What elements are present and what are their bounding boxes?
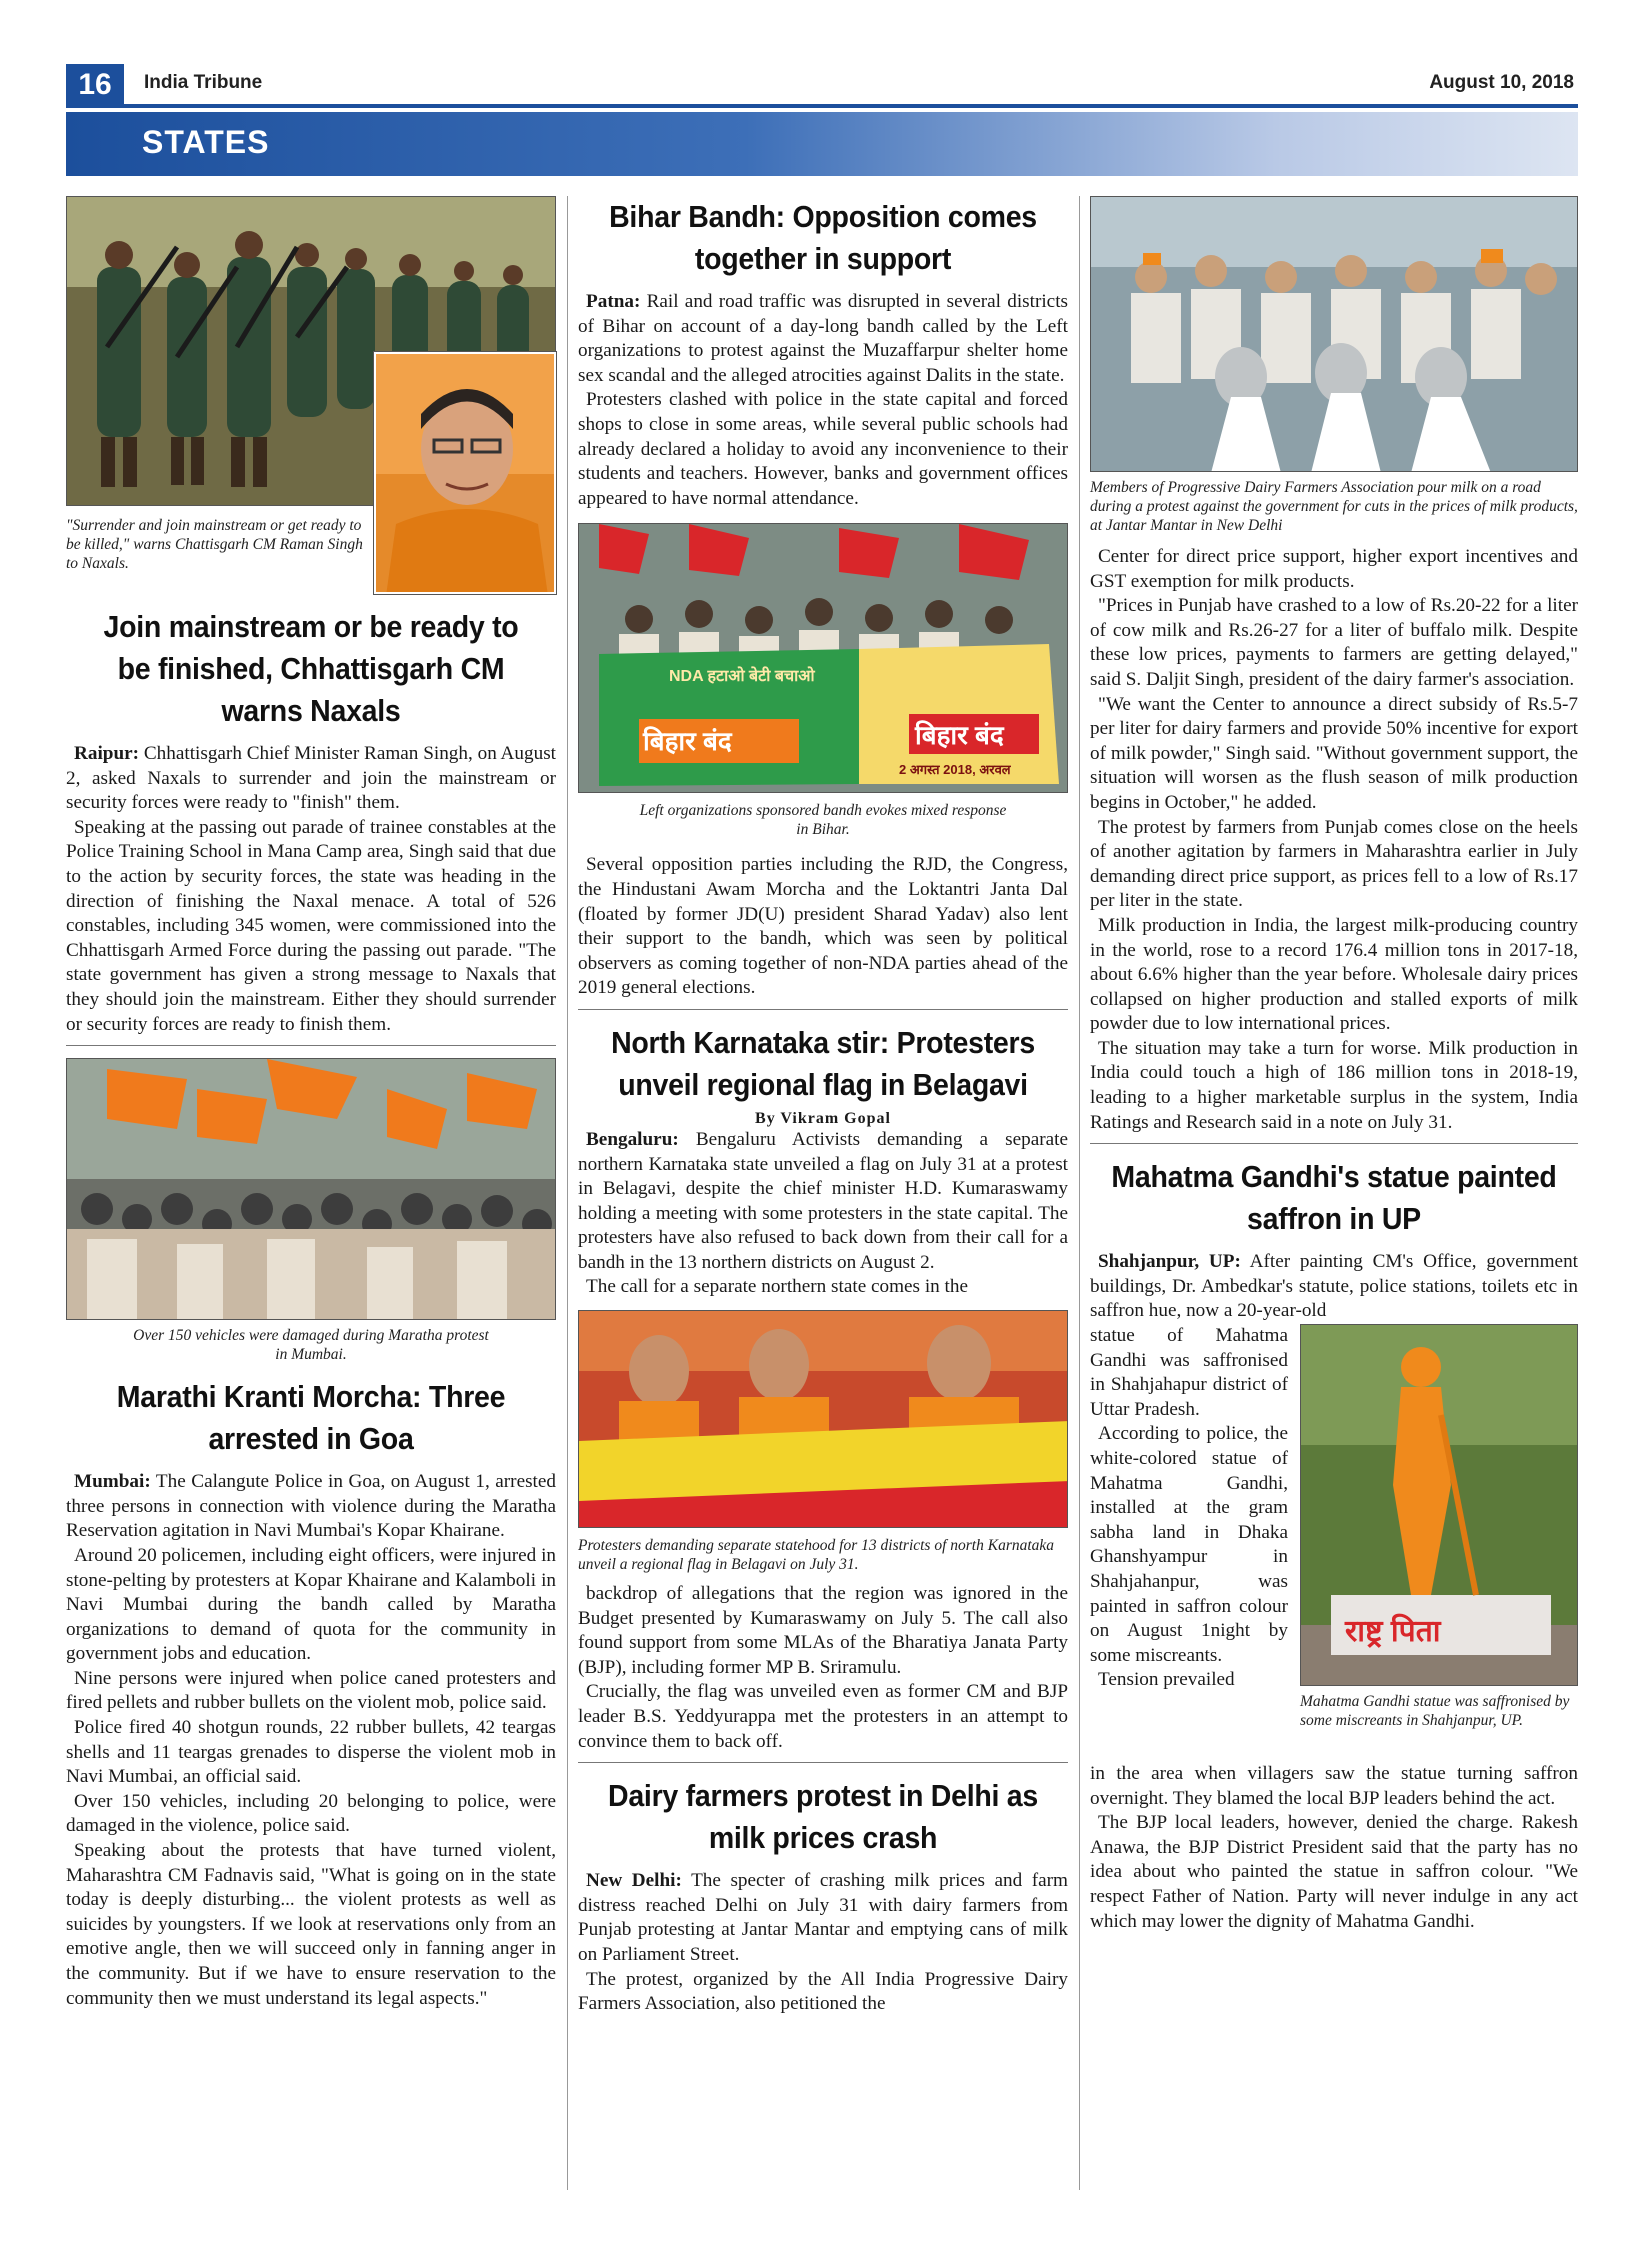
maratha-paragraph <box>66 1470 556 1544</box>
plinth-inscription: राष्ट्र पिता <box>1345 1615 1441 1649</box>
naxal-photo-block <box>66 196 556 594</box>
maratha-paragraph: Speaking about the protests that have turned violent, Maharashtra CM Fadnavis said, "What is going on in the state today is deeply disturbing... the violent protests as well as suicides by youngsters. If we look at reservations only from an emotive angle, then we will succeed only in fanning anger in the community. But if we have to ensure reservation to the community then we must understand its legal aspects." <box>66 1840 556 2009</box>
bihar-paragraph: Protesters clashed with police in the state capital and forced shops to close in some areas, while several public schools had already declared a holiday to avoid any inconvenience to their students and teachers. However, banks and government offices appeared to have normal attendance. <box>578 389 1068 509</box>
raman-singh-portrait <box>374 352 556 594</box>
story-separator <box>1090 1143 1578 1144</box>
dairy-paragraph: The protest, organized by the All India Progressive Dairy Farmers Association, also petitioned the <box>578 1968 1068 2015</box>
gandhi-photo-caption: Mahatma Gandhi statue was saffronised by some miscreants in Shahjanpur, UP. <box>1300 1693 1570 1730</box>
naxal-paragraph: Speaking at the passing out parade of trainee constables at the Police Training School in Mana Camp area, Singh said that due to the action by security forces, the state was heading in the direction of finishing the Naxal menace. A total of 526 constables, including 345 women, were commissioned into the Chhattisgarh Armed Force during the passing out parade. "The state government has given a strong message to Naxals that they should join the mainstream. Either they should surrender or security forces are ready to finish them. <box>66 816 556 1035</box>
gandhi-paragraph-text: After painting CM's Office, government buildings, Dr. Ambedkar's statute, police stations, toilets etc in saffron hue, now a 20-year-old <box>1090 1251 1579 1322</box>
page-number: 16 <box>66 64 124 106</box>
karnataka-paragraph-text: Bengaluru Activists demanding a separate northern Karnataka state unveiled a flag on July 31 at a protest in Belagavi, despite the chief minister H.D. Kumaraswamy holding a meeting with some protesters in the state capital. The protesters have also refused to back down from their call for a bandh in the 13 northern districts on August 2. <box>578 1128 1068 1273</box>
gandhi-paragraph: The BJP local leaders, however, denied the charge. Rakesh Anawa, the BJP District President said that the party has no idea about who painted the statue in saffron colour. "We respect Father of Nation. Party will never indulge in any act which may lower the dignity of Mahatma Gandhi. <box>1090 1812 1578 1932</box>
gandhi-paragraph: statue of Mahatma Gandhi was saffronised in Shahjahapur district of Uttar Pradesh. <box>1090 1325 1288 1420</box>
dairy-protest-photo <box>1090 196 1578 472</box>
karnataka-paragraph: backdrop of allegations that the region was ignored in the Budget presented by Kumaraswamy on July 5. The call also found support from some MLAs of the Bharatiya Janata Party (BJP), including former MP B. Sriramulu. <box>578 1583 1068 1678</box>
naxal-dateline: Raipur: <box>74 743 140 764</box>
cm-portrait-illustration <box>376 354 556 594</box>
maratha-paragraph: Over 150 vehicles, including 20 belonging to police, were damaged in the violence, police said. <box>66 1790 556 1837</box>
dairy-headline: Dairy farmers protest in Delhi as milk prices crash <box>608 1778 1038 1856</box>
karnataka-flag-photo <box>578 1310 1068 1528</box>
gandhi-wrapped-text <box>1090 1324 1288 1693</box>
column-left <box>66 196 556 2011</box>
banner-slogan: NDA हटाओ बेटी बचाओ <box>669 668 815 686</box>
banner-text-left: बिहार बंद <box>643 726 732 757</box>
header-rule <box>66 104 1578 108</box>
naxal-photo-caption: "Surrender and join mainstream or get ready to be killed," warns Chattisgarh CM Raman Singh to Naxals. <box>66 517 363 572</box>
dairy-paragraph: Center for direct price support, higher export incentives and GST exemption for milk products. <box>1090 546 1578 592</box>
gandhi-paragraph <box>1090 1250 1578 1324</box>
dairy-paragraph <box>578 1869 1068 1967</box>
dairy-dateline: New Delhi: <box>586 1870 682 1892</box>
maratha-dateline: Mumbai: <box>74 1471 151 1493</box>
column-divider <box>1079 196 1080 2190</box>
gandhi-headline: Mahatma Gandhi's statue painted saffron in UP <box>1111 1159 1557 1237</box>
gandhi-paragraph: Tension prevailed <box>1098 1669 1235 1691</box>
maratha-paragraph: Nine persons were injured when police caned protesters and fired pellets and rubber bullets on the violent mob, police said. <box>66 1667 556 1714</box>
karnataka-paragraph: The call for a separate northern state comes in the <box>586 1276 968 1298</box>
bihar-dateline: Patna: <box>586 291 641 312</box>
gandhi-statue-photo <box>1300 1324 1578 1686</box>
regional-flag-illustration <box>579 1311 1068 1528</box>
dairy-paragraph: Milk production in India, the largest milk-producing country in the world, rose to a record 176.4 million tons in 2017-18, about 6.6% higher than the year before. Wholesale dairy prices collapsed on higher production and stalled exports of milk powder due to low international prices. <box>1090 914 1578 1035</box>
column-divider <box>567 196 568 2190</box>
section-banner <box>66 112 1578 176</box>
dairy-paragraph: The situation may take a turn for worse. Milk production in India could touch a high of 186 million tons in 2018-19, leading to a higher marketable surplus in the system, India Ratings and Research said in a note on July 31. <box>1090 1037 1578 1133</box>
bihar-paragraph: Several opposition parties including the RJD, the Congress, the Hindustani Awam Morcha and the Loktantri Janta Dal (floated by former JD(U) president Sharad Yadav) also lent their support to the bandh, which was seen by political observers as coming together of non-NDA parties ahead of the 2019 general elections. <box>578 854 1068 999</box>
section-title: STATES <box>142 124 270 160</box>
dairy-paragraph: "We want the Center to announce a direct subsidy of Rs.5-7 per liter for dairy farmers and provide 50% incentive for export of milk powder," Singh said. "Without government support, the situation will worsen as the flush season of milk production begins in October," he added. <box>1090 693 1578 813</box>
bihar-headline: Bihar Bandh: Opposition comes together in support <box>609 199 1037 276</box>
karnataka-headline: North Karnataka stir: Protesters unveil regional flag in Belagavi <box>611 1024 1035 1102</box>
banner-date: 2 अगस्त 2018, अरवल <box>899 762 1011 778</box>
naxal-paragraph <box>66 742 556 816</box>
bihar-photo-caption: Left organizations sponsored bandh evokes mixed response in Bihar. <box>639 802 1007 839</box>
column-middle <box>578 196 1068 2017</box>
bihar-paragraph-text: Rail and road traffic was disrupted in several districts of Bihar on account of a day-long bandh called by the Left organizations to protest against the Muzaffarpur shelter home sex scandal and the alleged atrocities against Dalits in the state. <box>578 291 1068 386</box>
dairy-photo-caption: Members of Progressive Dairy Farmers Association pour milk on a road during a protest against the government for cuts in the prices of milk products, at Jantar Mantar in New Delhi <box>1090 479 1578 534</box>
publication-date: August 10, 2018 <box>1429 72 1574 93</box>
naxal-paragraph-text: Chhattisgarh Chief Minister Raman Singh, on August 2, asked Naxals to surrender and join the mainstream or security forces were ready to "finish" them. <box>66 743 556 814</box>
gandhi-paragraph: in the area when villagers saw the statue turning saffron overnight. They blamed the local BJP leaders behind the act. <box>1090 1763 1578 1809</box>
maratha-paragraph: Around 20 policemen, including eight officers, were injured in stone-pelting by protesters at Kopar Khairane and Kalamboli in Navi Mumbai during the bandh called by Maratha organizations to demand of quota for the community in government jobs and education. <box>66 1544 556 1665</box>
karnataka-paragraph: Crucially, the flag was unveiled even as former CM and BJP leader B.S. Yeddyurappa met the protesters in an attempt to convince them to back off. <box>578 1681 1068 1752</box>
gandhi-wrap-block <box>1090 1324 1578 1770</box>
crowd-with-flags-illustration <box>67 1059 556 1320</box>
bihar-paragraph <box>578 290 1068 388</box>
banner-text-right: बिहार बंद <box>915 720 1004 751</box>
story-separator <box>578 1762 1068 1763</box>
gandhi-photo-block <box>1300 1324 1578 1730</box>
maratha-headline: Marathi Kranti Morcha: Three arrested in Goa <box>116 1379 506 1457</box>
gandhi-dateline: Shahjanpur, UP: <box>1098 1251 1241 1273</box>
milk-pouring-illustration <box>1091 197 1578 472</box>
dairy-paragraph-text: The specter of crashing milk prices and farm distress reached Delhi on July 31 with dairy farmers from Punjab protesting at Jantar Mantar and emptying cans of milk on Parliament Street. <box>578 1870 1068 1965</box>
naxal-headline: Join mainstream or be ready to be finished, Chhattisgarh CM warns Naxals <box>103 609 519 728</box>
karnataka-dateline: Bengaluru: <box>586 1128 679 1150</box>
bihar-bandh-photo <box>578 523 1068 793</box>
maratha-paragraph: Police fired 40 shotgun rounds, 22 rubber bullets, 42 teargas shells and 11 teargas grenades to disperse the violent mob in Navi Mumbai, an official said. <box>66 1717 556 1788</box>
karnataka-paragraph <box>578 1128 1068 1276</box>
maratha-photo-caption: Over 150 vehicles were damaged during Maratha protest in Mumbai. <box>133 1327 489 1364</box>
story-separator <box>578 1009 1068 1010</box>
karnataka-byline: By Vikram Gopal <box>755 1109 891 1127</box>
dairy-paragraph: The protest by farmers from Punjab comes close on the heels of another agitation by farmers in Maharashtra earlier in July demanding direct price support, as prices fell to a low of Rs.17 per liter in the state. <box>1090 816 1578 912</box>
column-right <box>1090 196 1578 1934</box>
story-separator <box>66 1045 556 1046</box>
karnataka-photo-caption: Protesters demanding separate statehood for 13 districts of north Karnataka unveil a regional flag in Belagavi on July 31. <box>578 1537 1055 1574</box>
publication-name: India Tribune <box>144 72 263 93</box>
gandhi-paragraph: According to police, the white-colored statue of Mahatma Gandhi, installed at the gram sabha land in Dhaka Ghanshyampur in Shahjahanpur, was painted in saffron colour on August 1night by some miscreants. <box>1090 1423 1288 1666</box>
maratha-paragraph-text: The Calangute Police in Goa, on August 1, arrested three persons in connection with violence during the Maratha Reservation agitation in Navi Mumbai's Kopar Khairane. <box>66 1471 556 1542</box>
dairy-paragraph: "Prices in Punjab have crashed to a low of Rs.20-22 for a liter of cow milk and Rs.26-27 for a liter of buffalo milk. Despite these low prices, payments to farmers are getting delayed," said S. Daljit Singh, president of the dairy farmer's association. <box>1090 595 1578 690</box>
maratha-protest-photo <box>66 1058 556 1320</box>
